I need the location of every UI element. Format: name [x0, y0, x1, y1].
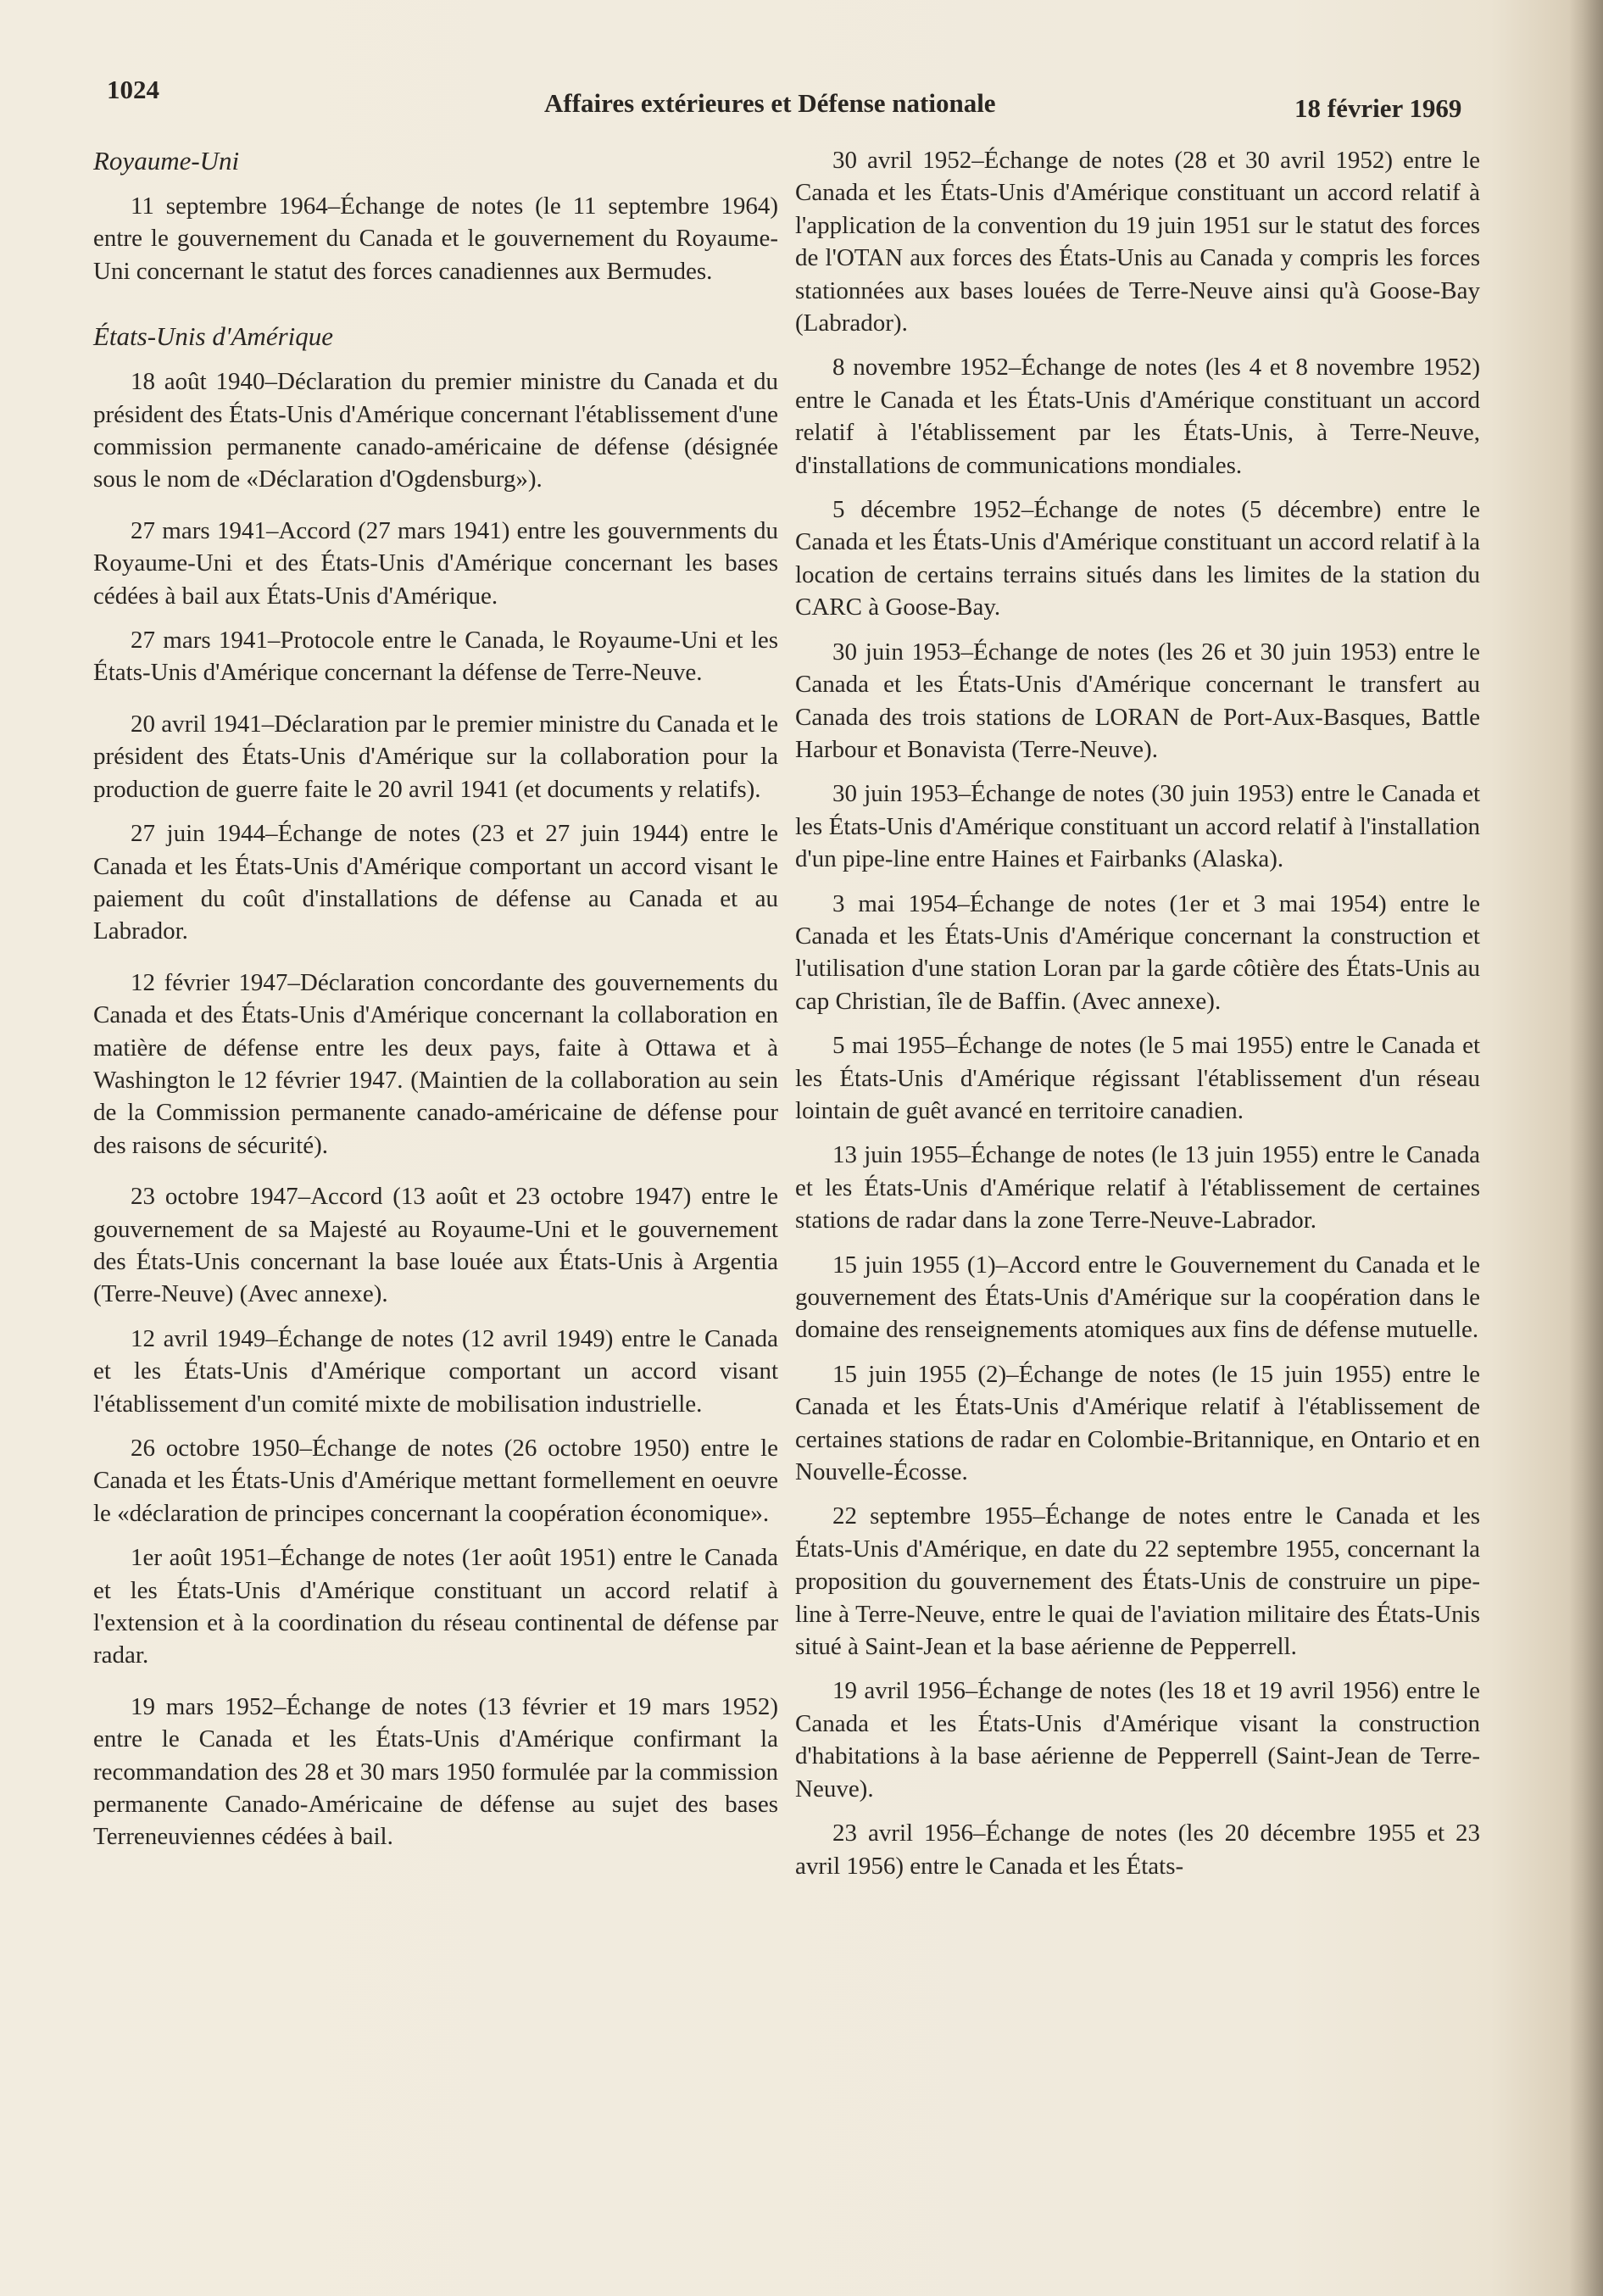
treaty-entry: 15 juin 1955 (2)–Échange de notes (le 15 juin 1955) entre le Canada et les États-Unis d'Amérique relatif à l'établissement de certaines stations de radar en Colombie-Britannique, en Ontario et en Nouvelle-Écosse. — [795, 1360, 1480, 1486]
treaty-entry: 11 septembre 1964–Échange de notes (le 11 septembre 1964) entre le gouvernement du Canada et le gouvernement du Royaume-Uni concernant le statut des forces canadiennes aux Bermudes. — [93, 192, 778, 285]
spacer — [93, 1684, 778, 1691]
treaty-entry: 5 mai 1955–Échange de notes (le 5 mai 1955) entre le Canada et les États-Unis d'Amérique régissant l'établissement d'un réseau lointain de guêt avancé en territoire canadien. — [795, 1032, 1480, 1124]
spacer — [93, 1173, 778, 1180]
treaty-entry: 27 mars 1941–Accord (27 mars 1941) entre les gouvernments du Royaume-Uni et des États-Unis d'Amérique concernant les bases cédées à bail aux États-Unis d'Amérique. — [93, 516, 778, 610]
treaty-entry: 13 juin 1955–Échange de notes (le 13 juin 1955) entre le Canada et les États-Unis d'Amérique relatif à l'établissement de certaines stations de radar dans la zone Terre-Neuve-Labrador. — [795, 1141, 1480, 1234]
header-date: 18 février 1969 — [1294, 93, 1462, 123]
treaty-entry: 26 octobre 1950–Échange de notes (26 octobre 1950) entre le Canada et les États-Unis d'Amérique mettant formellement en oeuvre le «déclaration de principes concernant la coopération économique». — [93, 1435, 778, 1527]
spacer — [93, 701, 778, 708]
treaty-entry: 8 novembre 1952–Échange de notes (les 4 et 8 novembre 1952) entre le Canada et les États-Unis d'Amérique constituant un accord relatif à l'établissement par les États-Unis, à Terre-Neuve, d'installations de communications mondiales. — [795, 354, 1480, 479]
running-title: Affaires extérieures et Défense nationale — [544, 88, 996, 118]
treaty-entry: 12 février 1947–Déclaration concordante des gouvernements du Canada et des États-Unis d'Amérique concernant la collaboration en matière de défense entre les deux pays, faite à Ottawa et à Washington le 12 février 1947. (Maintien de la collaboration au sein de la Commission permanente canado-américaine de défense pour des raisons de sécurité). — [93, 968, 778, 1159]
left-column — [93, 144, 778, 1865]
treaty-entry: 30 avril 1952–Échange de notes (28 et 30 avril 1952) entre le Canada et les États-Unis d'Amérique constituant un accord relatif à l'application de la convention du 19 juin 1951 sur le statut des forces de l'OTAN aux forces des États-Unis au Canada y compris les forces stationnées aux bases louées de Terre-Neuve ainsi qu'à Goose-Bay (Labrador). — [795, 147, 1480, 337]
treaty-entry: 19 mars 1952–Échange de notes (13 février et 19 mars 1952) entre le Canada et les États-Unis d'Amérique confirmant la recommandation des 28 et 30 mars 1950 formulée par la commission permanente Canado-Américaine de défense au sujet des bases Terreneuviennes cédées à bail. — [93, 1692, 778, 1851]
treaty-entry: 30 juin 1953–Échange de notes (les 26 et 30 juin 1953) entre le Canada et les États-Unis d'Amérique concernant le transfert au Canada des trois stations de LORAN de Port-Aux-Basques, Battle Harbour et Bonavista (Terre-Neuve). — [795, 638, 1480, 763]
treaty-entry: 20 avril 1941–Déclaration par le premier ministre du Canada et le président des États-Unis d'Amérique sur la collaboration pour la production de guerre faite le 20 avril 1941 (et documents y relatifs). — [93, 710, 778, 803]
section-heading-royaume-uni: Royaume-Uni — [93, 146, 240, 176]
treaty-entry: 30 juin 1953–Échange de notes (30 juin 1953) entre le Canada et les États-Unis d'Amérique constituant un accord relatif à l'installation d'un pipe-line entre Haines et Fairbanks (Alaska). — [795, 780, 1480, 873]
treaty-entry: 5 décembre 1952–Échange de notes (5 décembre) entre le Canada et les États-Unis d'Amérique constituant un accord relatif à la location de certains terrains situés dans les limites de la station du CARC à Goose-Bay. — [795, 496, 1480, 621]
treaty-entry: 18 août 1940–Déclaration du premier ministre du Canada et du président des États-Unis d'Amérique concernant l'établissement d'une commission permanente canado-américaine de défense (désignée sous le nom de «Déclaration d'Ogdensburg»). — [93, 368, 778, 493]
spacer — [93, 508, 778, 515]
treaty-entry: 27 mars 1941–Protocole entre le Canada, le Royaume-Uni et les États-Unis d'Amérique concernant la défense de Terre-Neuve. — [93, 627, 778, 687]
treaty-entry: 15 juin 1955 (1)–Accord entre le Gouvernement du Canada et le gouvernement des États-Unis d'Amérique sur la coopération dans le domaine des renseignements atomiques aux fins de défense mutuelle. — [795, 1251, 1480, 1344]
page-header — [0, 75, 1603, 125]
spacer — [93, 960, 778, 967]
right-column — [795, 144, 1480, 1894]
treaty-entry: 23 avril 1956–Échange de notes (les 20 décembre 1955 et 23 avril 1956) entre le Canada et les États- — [795, 1820, 1480, 1880]
treaty-entry: 12 avril 1949–Échange de notes (12 avril 1949) entre le Canada et les États-Unis d'Amérique comportant un accord visant l'établissement d'un comité mixte de mobilisation industrielle. — [93, 1324, 778, 1418]
spacer — [93, 299, 778, 320]
treaty-entry: 27 juin 1944–Échange de notes (23 et 27 juin 1944) entre le Canada et les États-Unis d'Amérique comportant un accord visant le paiement du coût d'installations de défense au Canada et au Labrador. — [93, 820, 778, 945]
binding-edge-shadow — [1569, 0, 1603, 2296]
section-heading-etats-unis: États-Unis d'Amérique — [93, 321, 334, 352]
treaty-entry: 19 avril 1956–Échange de notes (les 18 et 19 avril 1956) entre le Canada et les États-Unis d'Amérique visant la construction d'habitations à la base aérienne de Pepperrell (Saint-Jean de Terre-Neuve). — [795, 1677, 1480, 1803]
page-number: 1024 — [107, 75, 159, 104]
treaty-entry: 23 octobre 1947–Accord (13 août et 23 octobre 1947) entre le gouvernement de sa Majesté au Royaume-Uni et le gouvernement des États-Unis concernant la base louée aux États-Unis à Argentia (Terre-Neuve) (Avec annexe). — [93, 1183, 778, 1308]
treaty-entry: 22 septembre 1955–Échange de notes entre le Canada et les États-Unis d'Amérique, en date du 22 septembre 1955, concernant la proposition du gouvernement des États-Unis de construire un pipe-line à Terre-Neuve, entre le quai de l'aviation militaire des États-Unis situé à Saint-Jean et la base aérienne de Pepperrell. — [795, 1502, 1480, 1661]
treaty-entry: 1er août 1951–Échange de notes (1er août 1951) entre le Canada et les États-Unis d'Amérique constituant un accord relatif à l'extension et à la coordination du réseau continental de défense par radar. — [93, 1544, 778, 1669]
treaty-entry: 3 mai 1954–Échange de notes (1er et 3 mai 1954) entre le Canada et les États-Unis d'Amérique concernant la construction et l'utilisation d'une station Loran par la garde côtière des États-Unis au cap Christian, île de Baffin. (Avec annexe). — [795, 889, 1480, 1015]
